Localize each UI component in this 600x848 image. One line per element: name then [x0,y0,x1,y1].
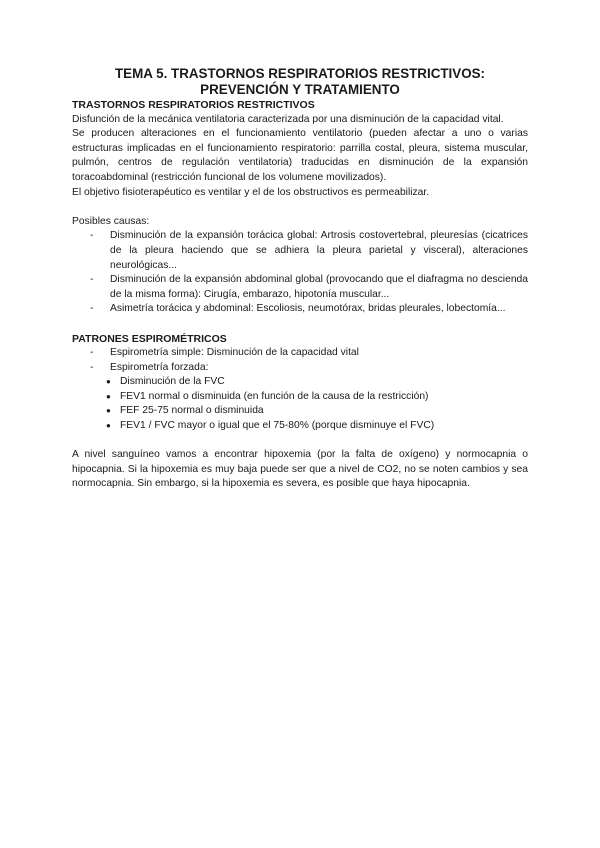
causes-label: Posibles causas: [72,215,150,227]
document-page [72,66,528,492]
spirometry-list [72,346,528,375]
title-line-2: PREVENCIÓN Y TRATAMIENTO [200,82,400,97]
title-line-1: TEMA 5. TRASTORNOS RESPIRATORIOS RESTRICTIVOS: [114,66,485,81]
list-item: - Espirometría simple: Disminución de la capacidad vital [86,346,528,361]
list-item: - Disminución de la expansión abdominal global (provocando que el diafragma no descienda de la misma forma): Cirugía, embarazo, hipotonía muscular... [86,273,528,302]
section-heading-restrictive: TRASTORNOS RESPIRATORIOS RESTRICTIVOS [72,99,315,111]
causes-list [72,229,528,317]
section-heading-spirometric: PATRONES ESPIROMÉTRICOS [72,332,227,345]
forced-spirometry-list [72,375,528,433]
paragraph-objective: El objetivo fisioterapéutico es ventilar y el de los obstructivos es permeabilizar. [72,186,430,198]
list-item: ● FEF 25-75 normal o disminuida [106,404,528,419]
paragraph-alterations: Se producen alteraciones en el funcionamiento ventilatorio (pueden afectar a uno o varias estructuras implicadas en el funcionamiento respiratorio: parrilla costal, pleura, sistema muscular, pulmón, centros de regulación ventilatoria) traducidas en disminución de la expansión toracoabdominal (restricción funcional de los volumene movilizados). [72,128,528,183]
list-item: ● FEV1 normal o disminuida (en función de la causa de la restricción) [106,390,528,405]
paragraph-definition: Disfunción de la mecánica ventilatoria caracterizada por una disminución de la capacidad vital. [72,113,504,125]
list-item: ● FEV1 / FVC mayor o igual que el 75-80% (porque disminuye el FVC) [106,419,528,434]
list-item: ● Disminución de la FVC [106,375,528,390]
list-item: - Asimetría torácica y abdominal: Escoliosis, neumotórax, bridas pleurales, lobectomía... [86,302,528,317]
list-item: - Espirometría forzada: [86,361,528,376]
paragraph-blood-gases: A nivel sanguíneo vamos a encontrar hipoxemia (por la falta de oxígeno) y normocapnia o hipocapnia. Si la hipoxemia es muy baja puede ser que a nivel de CO2, no se noten cambios y sea normocapnia. Sin embargo, si la hipoxemia es severa, es posible que haya hipocapnia. [72,449,528,490]
page-title [72,66,528,98]
list-item: - Disminución de la expansión torácica global: Artrosis costovertebral, pleuresías (cicatrices de la pleura haciendo que se adhiera la pleura parietal y visceral), alteraciones neurológicas... [86,229,528,273]
